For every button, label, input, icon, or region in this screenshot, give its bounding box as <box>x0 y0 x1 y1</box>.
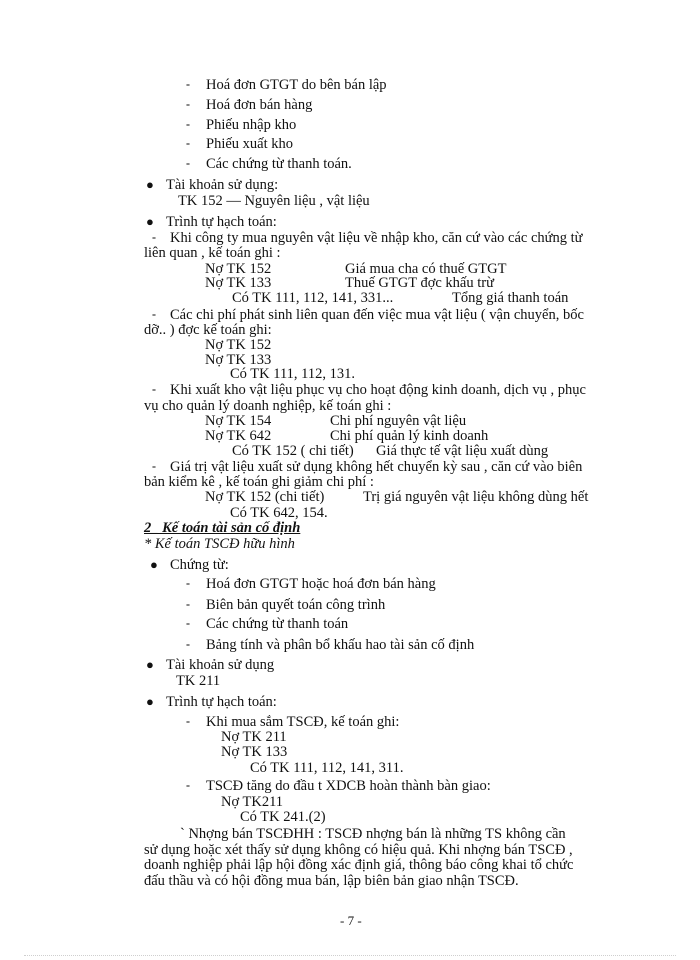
ledger-debit: Nợ TK211 <box>221 794 284 810</box>
doc-item: Phiếu nhập kho <box>206 117 297 133</box>
paragraph-line: Giá trị vật liệu xuất sử dụng không hết chuyển kỳ sau , căn cứ vào biên <box>170 459 583 475</box>
round-bullet: ● <box>150 557 158 572</box>
ledger-debit: Nợ TK 133 <box>205 352 272 368</box>
case-label: TSCĐ tăng do đầu t XDCB hoàn thành bàn giao: <box>206 778 491 794</box>
paragraph-line: liên quan , kế toán ghi : <box>144 245 281 261</box>
dash-bullet: - <box>152 307 156 321</box>
section-heading: 2_ Kế toán tài sản cố định <box>144 520 301 536</box>
ledger-description: Trị giá nguyên vật liệu không dùng hết <box>363 489 589 505</box>
subsection-heading: * Kế toán TSCĐ hữu hình <box>144 536 295 552</box>
doc-item: Bảng tính và phân bổ khấu hao tài sản cố định <box>206 637 475 653</box>
account-value: TK 152 — Nguyên liệu , vật liệu <box>178 193 370 209</box>
paragraph-line: đấu thầu và có hội đồng mua bán, lập biên bản giao nhận TSCĐ. <box>144 873 519 889</box>
dash-bullet: - <box>186 778 190 792</box>
paragraph-line: bản kiểm kê , kế toán ghi giảm chi phí : <box>144 474 374 490</box>
paragraph-line: sử dụng hoặc xét thấy sử dụng không có hiệu quả. Khi nhợng bán TSCĐ , <box>144 842 573 858</box>
paragraph-line: doanh nghiệp phải lập hội đồng xác định giá, thông báo công khai tổ chức <box>144 857 574 873</box>
round-bullet: ● <box>146 657 154 672</box>
section-label: Tài khoản sử dụng: <box>166 177 279 193</box>
doc-item: Biên bản quyết toán công trình <box>206 597 386 613</box>
section-label: Tài khoản sử dụng <box>166 657 275 673</box>
paragraph-line: Khi xuất kho vật liệu phục vụ cho hoạt động kinh doanh, dịch vụ , phục <box>170 382 586 398</box>
paragraph-line: dỡ.. ) đợc kế toán ghi: <box>144 322 272 338</box>
dash-bullet: - <box>186 637 190 651</box>
dash-bullet: - <box>152 230 156 244</box>
round-bullet: ● <box>146 694 154 709</box>
ledger-description: Giá thực tế vật liệu xuất dùng <box>376 443 549 459</box>
ledger-credit: Có TK 642, 154. <box>230 505 328 521</box>
ledger-debit: Nợ TK 152 <box>205 337 272 353</box>
ledger-description: Giá mua cha có thuế GTGT <box>345 261 507 277</box>
ledger-description: Chi phí nguyên vật liệu <box>330 413 467 429</box>
ledger-debit: Nợ TK 642 <box>205 428 272 444</box>
ledger-debit: Nợ TK 152 (chi tiết) <box>205 489 325 505</box>
round-bullet: ● <box>146 177 154 192</box>
ledger-credit: Có TK 241.(2) <box>240 809 326 825</box>
round-bullet: ● <box>146 214 154 229</box>
ledger-credit: Có TK 111, 112, 141, 331... <box>232 290 394 306</box>
case-label: Khi mua sắm TSCĐ, kế toán ghi: <box>206 714 400 730</box>
ledger-credit: Có TK 111, 112, 131. <box>230 366 355 382</box>
ledger-debit: Nợ TK 211 <box>221 729 287 745</box>
dash-bullet: - <box>186 117 190 131</box>
doc-item: Các chứng từ thanh toán <box>206 616 349 632</box>
dash-bullet: - <box>152 382 156 396</box>
ledger-debit: Nợ TK 133 <box>205 275 272 291</box>
paragraph-line: ` Nhợng bán TSCĐHH : TSCĐ nhợng bán là những TS không cần <box>180 826 566 842</box>
dash-bullet: - <box>186 597 190 611</box>
ledger-description: Thuế GTGT đợc khấu trừ <box>345 275 494 291</box>
section-label: Trình tự hạch toán: <box>166 214 277 230</box>
doc-item: Phiếu xuất kho <box>206 136 293 152</box>
ledger-debit: Nợ TK 154 <box>205 413 272 429</box>
paragraph-line: vụ cho quản lý doanh nghiệp, kế toán ghi : <box>144 398 392 414</box>
footer-divider <box>24 955 676 956</box>
section-label: Trình tự hạch toán: <box>166 694 277 710</box>
dash-bullet: - <box>186 77 190 91</box>
paragraph-line: Khi công ty mua nguyên vật liệu về nhập kho, căn cứ vào các chứng từ <box>170 230 583 246</box>
doc-item: Hoá đơn bán hàng <box>206 97 313 113</box>
dash-bullet: - <box>152 459 156 473</box>
ledger-description: Chi phí quản lý kinh doanh <box>330 428 489 444</box>
account-value: TK 211 <box>176 673 221 689</box>
dash-bullet: - <box>186 576 190 590</box>
doc-item: Hoá đơn GTGT do bên bán lập <box>206 77 387 93</box>
dash-bullet: - <box>186 136 190 150</box>
doc-item: Hoá đơn GTGT hoặc hoá đơn bán hàng <box>206 576 436 592</box>
doc-item: Các chứng từ thanh toán. <box>206 156 352 172</box>
ledger-debit: Nợ TK 152 <box>205 261 272 277</box>
dash-bullet: - <box>186 97 190 111</box>
dash-bullet: - <box>186 156 190 170</box>
section-label: Chứng từ: <box>170 557 229 573</box>
ledger-debit: Nợ TK 133 <box>221 744 288 760</box>
ledger-description: Tổng giá thanh toán <box>452 290 569 306</box>
dash-bullet: - <box>186 616 190 630</box>
paragraph-line: Các chi phí phát sinh liên quan đến việc mua vật liệu ( vận chuyển, bốc <box>170 307 584 323</box>
ledger-credit: Có TK 152 ( chi tiết) <box>232 443 354 459</box>
page-number: - 7 - <box>340 913 362 928</box>
ledger-credit: Có TK 111, 112, 141, 311. <box>250 760 404 776</box>
dash-bullet: - <box>186 714 190 728</box>
